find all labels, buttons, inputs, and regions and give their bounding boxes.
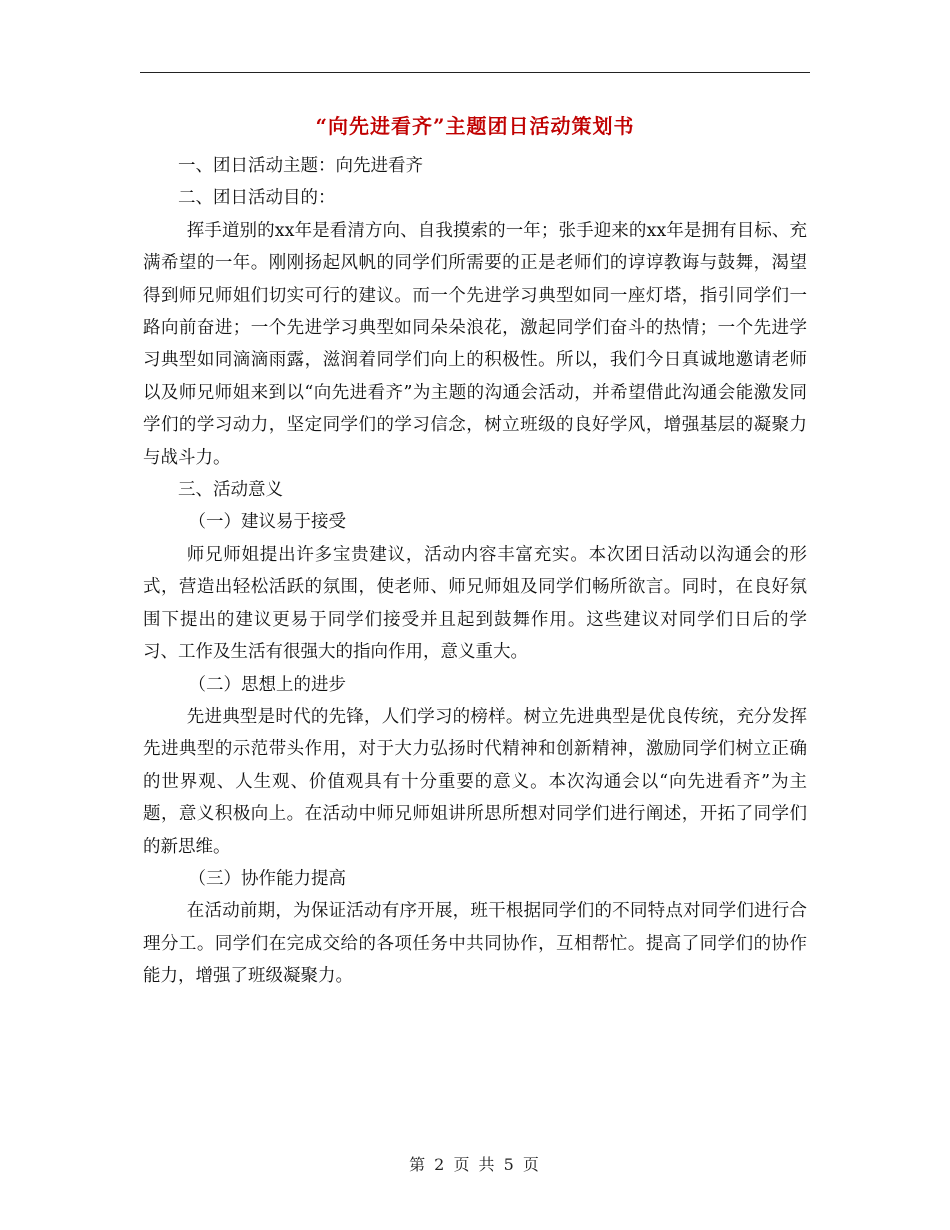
header-rule	[140, 72, 810, 73]
subsection-3: （三）协作能力提高	[188, 868, 346, 889]
section-purpose: 二、团日活动目的：	[178, 188, 336, 209]
section-significance: 三、活动意义	[178, 480, 283, 501]
subsection-2-paragraph: 先进典型是时代的先锋，人们学习的榜样。树立先进典型是优良传统，充分发挥先进典型的示范带头作用，对于大力弘扬时代精神和创新精神，激励同学们树立正确的世界观、人生观、价值观具有十分重要的意义。本次沟通会以“向先进看齐”为主题，意义积极向上。在活动中师兄师姐讲所思所想对同学们进行阐述，开拓了同学们的新思维。	[143, 706, 807, 857]
document-body	[143, 150, 807, 993]
subsection-3-paragraph: 在活动前期，为保证活动有序开展，班干根据同学们的不同特点对同学们进行合理分工。同学们在完成交给的各项任务中共同协作，互相帮忙。提高了同学们的协作能力，增强了班级凝聚力。	[143, 901, 807, 987]
purpose-paragraph: 挥手道别的xx年是看清方向、自我摸索的一年；张手迎来的xx年是拥有目标、充满希望的一年。刚刚扬起风帆的同学们所需要的正是老师们的谆谆教诲与鼓舞，渴望得到师兄师姐们切实可行的建议。而一个先进学习典型如同一座灯塔，指引同学们一路向前奋进；一个先进学习典型如同朵朵浪花，激起同学们奋斗的热情；一个先进学习典型如同滴滴雨露，滋润着同学们向上的积极性。所以，我们今日真诚地邀请老师以及师兄师姐来到以“向先进看齐”为主题的沟通会活动，并希望借此沟通会能激发同学们的学习动力，坚定同学们的学习信念，树立班级的良好学风，增强基层的凝聚力与战斗力。	[143, 220, 807, 468]
page-title: “向先进看齐”主题团日活动策划书	[315, 114, 635, 138]
subsection-1-paragraph: 师兄师姐提出许多宝贵建议，活动内容丰富充实。本次团日活动以沟通会的形式，营造出轻松活跃的氛围，使老师、师兄师姐及同学们畅所欲言。同时，在良好氛围下提出的建议更易于同学们接受并且起到鼓舞作用。这些建议对同学们日后的学习、工作及生活有很强大的指向作用，意义重大。	[143, 544, 807, 663]
subsection-2: （二）思想上的进步	[188, 674, 346, 695]
subsection-1: （一）建议易于接受	[188, 512, 346, 533]
page-number-footer: 第 2 页 共 5 页	[409, 1155, 541, 1174]
section-theme: 一、团日活动主题：向先进看齐	[178, 156, 423, 176]
